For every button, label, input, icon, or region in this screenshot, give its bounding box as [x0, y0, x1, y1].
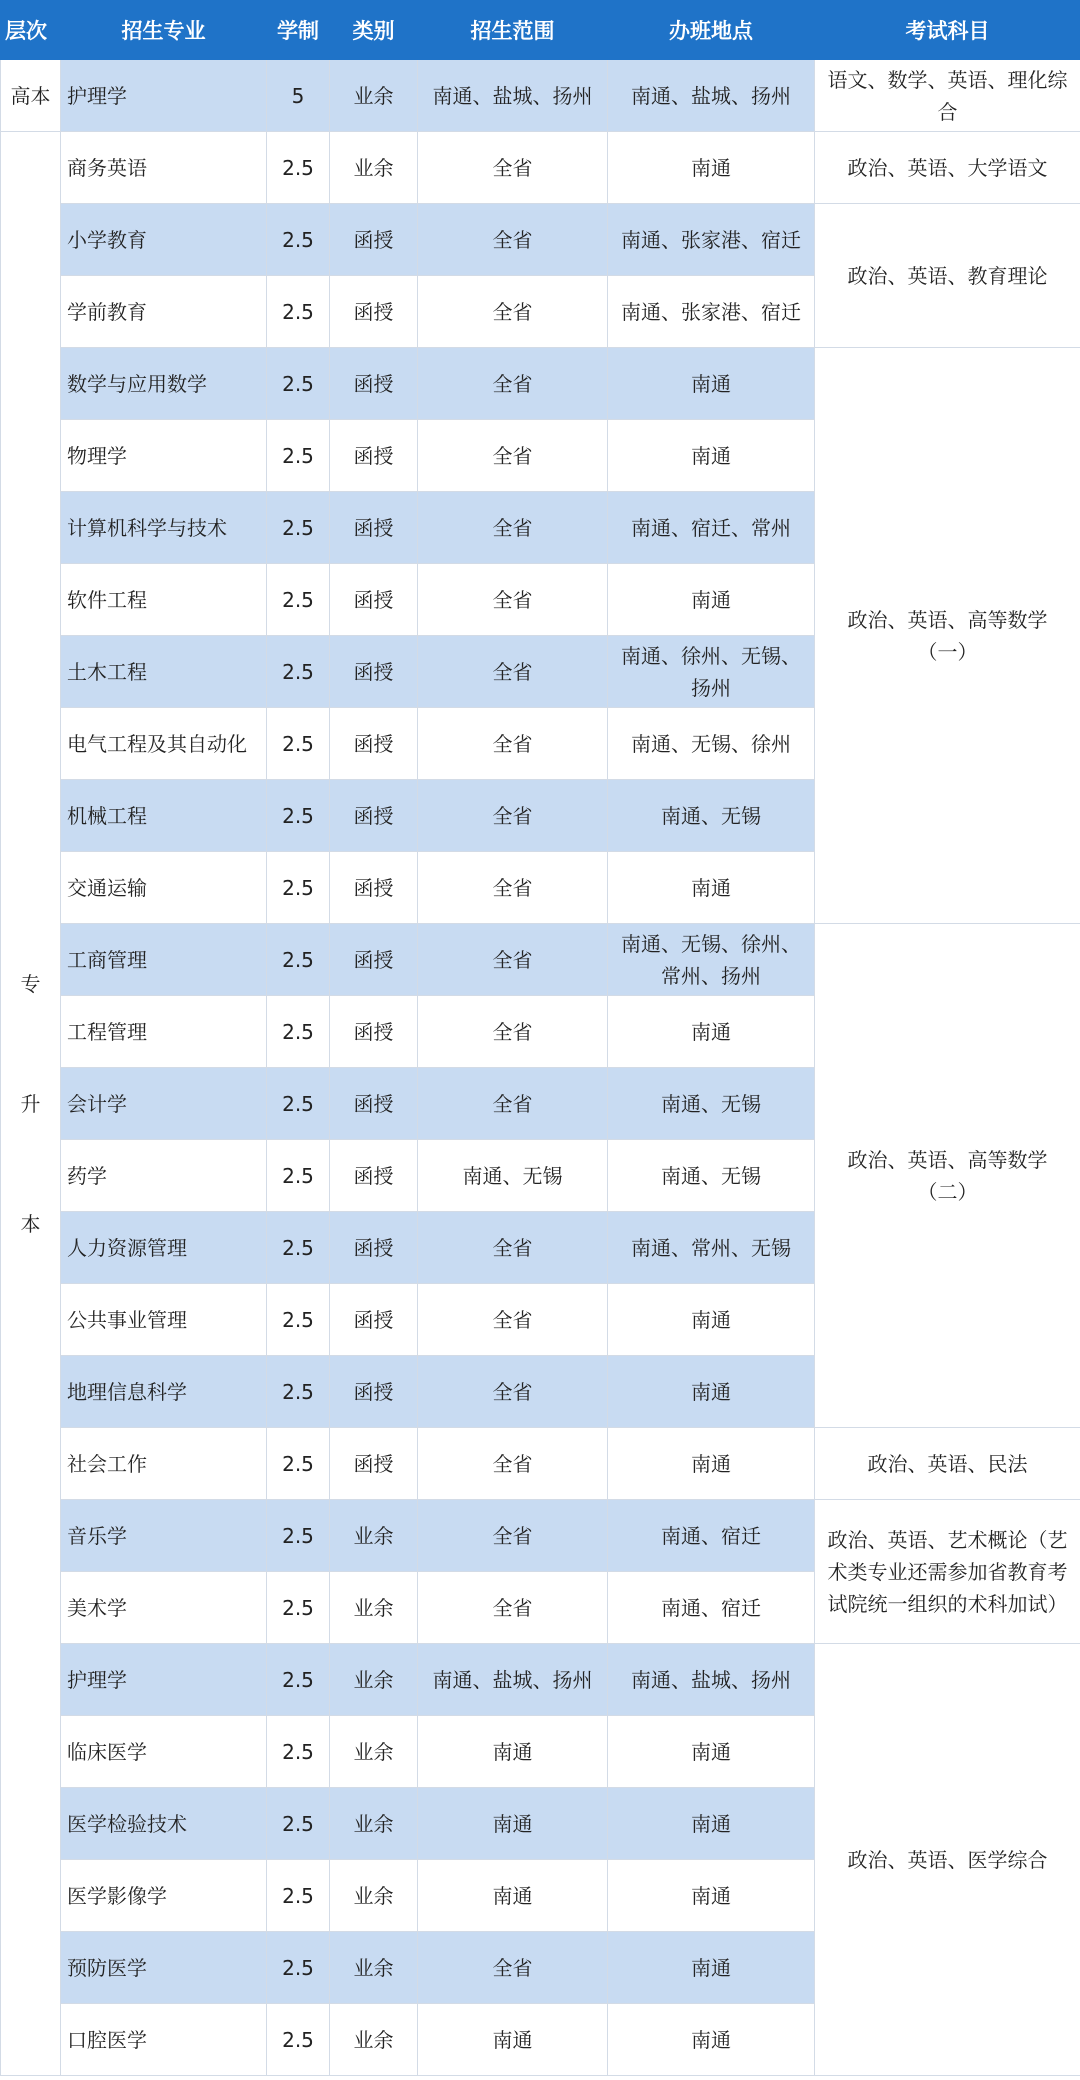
type-cell: 业余	[330, 1500, 418, 1572]
scope-cell: 全省	[418, 1212, 608, 1284]
years-cell: 2.5	[267, 1788, 330, 1860]
years-cell: 2.5	[267, 1212, 330, 1284]
years-cell: 2.5	[267, 996, 330, 1068]
years-cell: 2.5	[267, 1500, 330, 1572]
scope-cell: 全省	[418, 1932, 608, 2004]
type-cell: 函授	[330, 636, 418, 708]
scope-cell: 南通、盐城、扬州	[418, 60, 608, 132]
scope-cell: 全省	[418, 636, 608, 708]
years-cell: 2.5	[267, 132, 330, 204]
location-cell: 南通、无锡	[608, 780, 815, 852]
location-cell: 南通、盐城、扬州	[608, 1644, 815, 1716]
exam-subjects-cell: 政治、英语、民法	[815, 1428, 1080, 1500]
exam-subjects-cell: 政治、英语、医学综合	[815, 1644, 1080, 2076]
scope-cell: 全省	[418, 1500, 608, 1572]
type-cell: 业余	[330, 60, 418, 132]
type-cell: 函授	[330, 492, 418, 564]
level-char: 专	[20, 971, 41, 996]
table-row	[1, 348, 1080, 420]
major-cell: 土木工程	[61, 636, 267, 708]
years-cell: 2.5	[267, 852, 330, 924]
years-cell: 2.5	[267, 564, 330, 636]
table-row	[1, 1644, 1080, 1716]
scope-cell: 全省	[418, 204, 608, 276]
type-cell: 函授	[330, 348, 418, 420]
major-cell: 学前教育	[61, 276, 267, 348]
major-cell: 医学检验技术	[61, 1788, 267, 1860]
scope-cell: 全省	[418, 1428, 608, 1500]
level-cell-zsb	[1, 132, 61, 2076]
scope-cell: 南通	[418, 1716, 608, 1788]
location-cell: 南通	[608, 348, 815, 420]
exam-subjects-cell: 政治、英语、大学语文	[815, 132, 1080, 204]
location-cell: 南通、无锡、徐州、常州、扬州	[608, 924, 815, 996]
years-cell: 2.5	[267, 1932, 330, 2004]
scope-cell: 全省	[418, 996, 608, 1068]
type-cell: 函授	[330, 1140, 418, 1212]
type-cell: 业余	[330, 2004, 418, 2076]
exam-subjects-cell: 政治、英语、艺术概论（艺术类专业还需参加省教育考试院统一组织的术科加试）	[815, 1500, 1080, 1644]
type-cell: 函授	[330, 924, 418, 996]
scope-cell: 全省	[418, 564, 608, 636]
scope-cell: 全省	[418, 1068, 608, 1140]
scope-cell: 全省	[418, 492, 608, 564]
scope-cell: 全省	[418, 132, 608, 204]
header-type: 类别	[330, 1, 418, 60]
type-cell: 业余	[330, 1788, 418, 1860]
scope-cell: 南通	[418, 1788, 608, 1860]
scope-cell: 全省	[418, 1572, 608, 1644]
type-cell: 函授	[330, 996, 418, 1068]
location-cell: 南通、徐州、无锡、扬州	[608, 636, 815, 708]
major-cell: 地理信息科学	[61, 1356, 267, 1428]
type-cell: 函授	[330, 852, 418, 924]
major-cell: 数学与应用数学	[61, 348, 267, 420]
table-body	[1, 60, 1080, 2076]
major-cell: 医学影像学	[61, 1860, 267, 1932]
years-cell: 2.5	[267, 1428, 330, 1500]
major-cell: 人力资源管理	[61, 1212, 267, 1284]
years-cell: 2.5	[267, 636, 330, 708]
scope-cell: 南通	[418, 2004, 608, 2076]
years-cell: 2.5	[267, 1644, 330, 1716]
years-cell: 2.5	[267, 348, 330, 420]
type-cell: 函授	[330, 1068, 418, 1140]
major-cell: 公共事业管理	[61, 1284, 267, 1356]
years-cell: 2.5	[267, 1860, 330, 1932]
major-cell: 电气工程及其自动化	[61, 708, 267, 780]
type-cell: 函授	[330, 564, 418, 636]
years-cell: 2.5	[267, 924, 330, 996]
major-cell: 交通运输	[61, 852, 267, 924]
exam-subjects-cell: 政治、英语、高等数学（二）	[815, 924, 1080, 1428]
location-cell: 南通、无锡、徐州	[608, 708, 815, 780]
location-cell: 南通	[608, 1716, 815, 1788]
major-cell: 预防医学	[61, 1932, 267, 2004]
major-cell: 工程管理	[61, 996, 267, 1068]
exam-subjects-cell: 语文、数学、英语、理化综合	[815, 60, 1080, 132]
type-cell: 函授	[330, 780, 418, 852]
type-cell: 业余	[330, 1932, 418, 2004]
type-cell: 函授	[330, 1356, 418, 1428]
location-cell: 南通、无锡	[608, 1068, 815, 1140]
location-cell: 南通	[608, 1284, 815, 1356]
table-row	[1, 204, 1080, 276]
major-cell: 会计学	[61, 1068, 267, 1140]
table-row	[1, 1500, 1080, 1572]
location-cell: 南通、无锡	[608, 1140, 815, 1212]
years-cell: 2.5	[267, 708, 330, 780]
major-cell: 护理学	[61, 60, 267, 132]
years-cell: 2.5	[267, 204, 330, 276]
scope-cell: 全省	[418, 852, 608, 924]
major-cell: 社会工作	[61, 1428, 267, 1500]
scope-cell: 全省	[418, 1284, 608, 1356]
type-cell: 业余	[330, 132, 418, 204]
location-cell: 南通	[608, 420, 815, 492]
location-cell: 南通	[608, 996, 815, 1068]
level-char: 本	[20, 1211, 41, 1236]
location-cell: 南通	[608, 1788, 815, 1860]
location-cell: 南通、张家港、宿迁	[608, 204, 815, 276]
table-row	[1, 924, 1080, 996]
type-cell: 函授	[330, 1212, 418, 1284]
scope-cell: 全省	[418, 780, 608, 852]
location-cell: 南通	[608, 2004, 815, 2076]
major-cell: 美术学	[61, 1572, 267, 1644]
years-cell: 2.5	[267, 1572, 330, 1644]
scope-cell: 南通、盐城、扬州	[418, 1644, 608, 1716]
major-cell: 药学	[61, 1140, 267, 1212]
scope-cell: 全省	[418, 420, 608, 492]
major-cell: 软件工程	[61, 564, 267, 636]
location-cell: 南通、宿迁	[608, 1500, 815, 1572]
location-cell: 南通、宿迁、常州	[608, 492, 815, 564]
location-cell: 南通	[608, 564, 815, 636]
level-char: 升	[20, 1091, 41, 1116]
major-cell: 口腔医学	[61, 2004, 267, 2076]
years-cell: 2.5	[267, 1068, 330, 1140]
type-cell: 函授	[330, 420, 418, 492]
table-row	[1, 60, 1080, 132]
location-cell: 南通、盐城、扬州	[608, 60, 815, 132]
years-cell: 2.5	[267, 1716, 330, 1788]
scope-cell: 全省	[418, 276, 608, 348]
years-cell: 2.5	[267, 1356, 330, 1428]
type-cell: 函授	[330, 276, 418, 348]
location-cell: 南通	[608, 852, 815, 924]
scope-cell: 全省	[418, 924, 608, 996]
scope-cell: 南通、无锡	[418, 1140, 608, 1212]
years-cell: 2.5	[267, 276, 330, 348]
header-scope: 招生范围	[418, 1, 608, 60]
table-header-row	[1, 1, 1080, 60]
major-cell: 工商管理	[61, 924, 267, 996]
major-cell: 音乐学	[61, 1500, 267, 1572]
scope-cell: 全省	[418, 1356, 608, 1428]
table-row	[1, 132, 1080, 204]
header-major: 招生专业	[61, 1, 267, 60]
major-cell: 商务英语	[61, 132, 267, 204]
header-location: 办班地点	[608, 1, 815, 60]
scope-cell: 全省	[418, 348, 608, 420]
years-cell: 2.5	[267, 1140, 330, 1212]
type-cell: 函授	[330, 708, 418, 780]
major-cell: 计算机科学与技术	[61, 492, 267, 564]
location-cell: 南通	[608, 1428, 815, 1500]
location-cell: 南通	[608, 132, 815, 204]
major-cell: 机械工程	[61, 780, 267, 852]
table-row	[1, 1428, 1080, 1500]
location-cell: 南通、宿迁	[608, 1572, 815, 1644]
major-cell: 物理学	[61, 420, 267, 492]
type-cell: 函授	[330, 1284, 418, 1356]
location-cell: 南通、张家港、宿迁	[608, 276, 815, 348]
level-cell-high: 高本	[1, 60, 61, 132]
header-subjects: 考试科目	[815, 1, 1080, 60]
type-cell: 业余	[330, 1860, 418, 1932]
years-cell: 5	[267, 60, 330, 132]
years-cell: 2.5	[267, 780, 330, 852]
header-years: 学制	[267, 1, 330, 60]
years-cell: 2.5	[267, 492, 330, 564]
type-cell: 函授	[330, 204, 418, 276]
years-cell: 2.5	[267, 1284, 330, 1356]
location-cell: 南通	[608, 1932, 815, 2004]
years-cell: 2.5	[267, 2004, 330, 2076]
scope-cell: 南通	[418, 1860, 608, 1932]
scope-cell: 全省	[418, 708, 608, 780]
years-cell: 2.5	[267, 420, 330, 492]
header-level: 层次	[1, 1, 61, 60]
exam-subjects-cell: 政治、英语、高等数学（一）	[815, 348, 1080, 924]
major-cell: 护理学	[61, 1644, 267, 1716]
major-cell: 临床医学	[61, 1716, 267, 1788]
location-cell: 南通	[608, 1356, 815, 1428]
location-cell: 南通	[608, 1860, 815, 1932]
location-cell: 南通、常州、无锡	[608, 1212, 815, 1284]
type-cell: 函授	[330, 1428, 418, 1500]
exam-subjects-cell: 政治、英语、教育理论	[815, 204, 1080, 348]
type-cell: 业余	[330, 1572, 418, 1644]
type-cell: 业余	[330, 1716, 418, 1788]
major-cell: 小学教育	[61, 204, 267, 276]
type-cell: 业余	[330, 1644, 418, 1716]
